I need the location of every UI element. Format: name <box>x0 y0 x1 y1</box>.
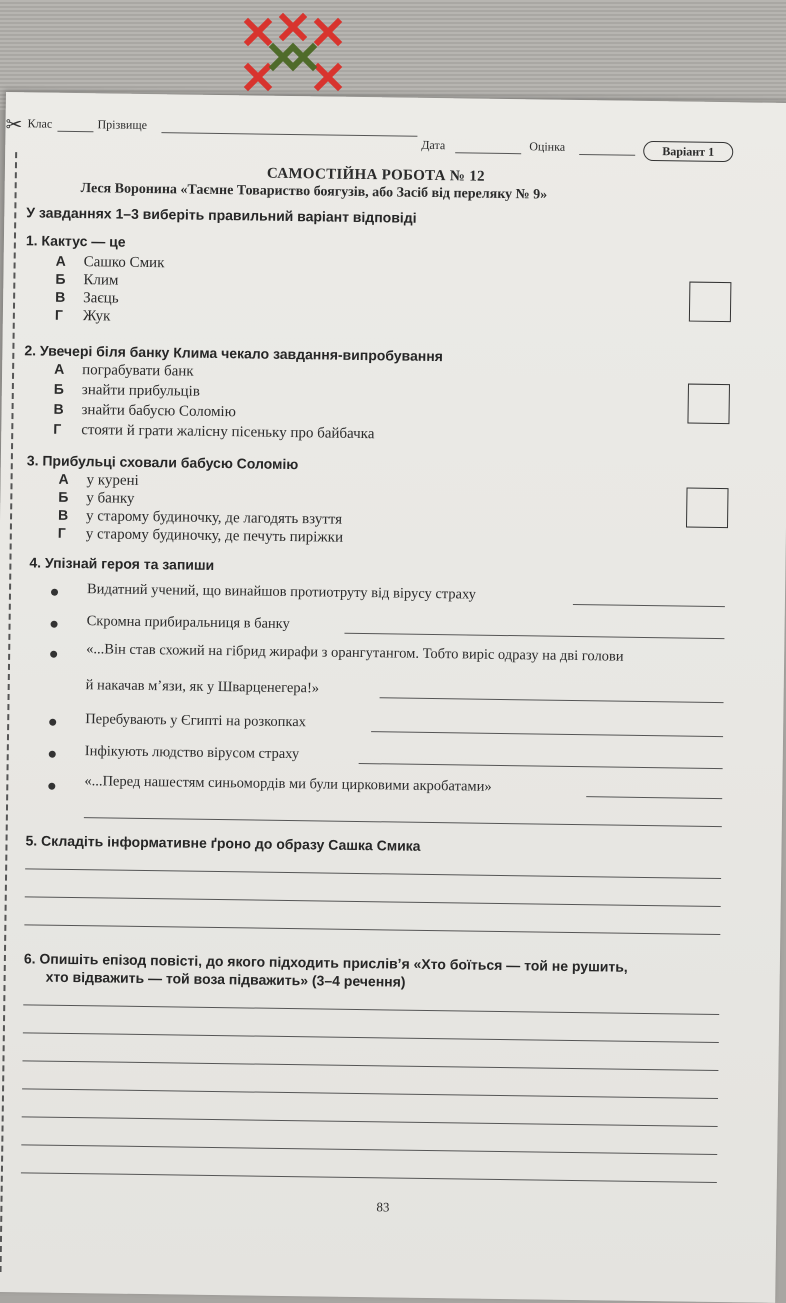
q3-answer-box[interactable] <box>686 488 729 529</box>
grade-field[interactable] <box>579 154 635 156</box>
task-4-item-3-cont: й накачав м’язи, як у Шварценегера!» <box>85 677 320 697</box>
answer-line-6[interactable] <box>586 796 722 799</box>
q2-answer-box[interactable] <box>687 384 730 425</box>
task-5-title: 5. Складіть інформативне ґроно до образу Сашка Смика <box>25 832 421 854</box>
worksheet-page <box>0 92 786 1303</box>
q2-option-g[interactable]: Г стояти й грати жалісну пісеньку про байбачка <box>53 420 375 443</box>
task-4-item-2: Скромна прибиральниця в банку <box>86 613 290 633</box>
q1-answer-box[interactable] <box>689 282 732 323</box>
surname-label: Прізвище <box>97 117 148 132</box>
answer-line-2[interactable] <box>344 633 724 639</box>
class-label: Клас <box>27 116 53 131</box>
answer-line-5[interactable] <box>359 763 723 769</box>
task-5-line-1[interactable] <box>25 868 721 879</box>
task-4-item-4: Перебувають у Єгипті на розкопках <box>85 711 307 731</box>
task-6-line-6[interactable] <box>21 1144 717 1155</box>
q3-option-v[interactable]: В у старому будиночку, де лагодять взуття <box>57 506 343 528</box>
bullet-icon <box>50 651 57 658</box>
bullet-icon <box>51 621 58 628</box>
task-6-line-7[interactable] <box>21 1172 717 1183</box>
surname-field[interactable] <box>161 132 417 137</box>
task-4-item-5: Інфікують людство вірусом страху <box>84 743 300 763</box>
task-5-line-3[interactable] <box>24 924 720 935</box>
answer-line-4[interactable] <box>371 731 723 737</box>
task-4-item-6: «...Перед нашестям синьомордів ми були цирковими акробатами» <box>84 773 492 795</box>
work-title: САМОСТІЙНА РОБОТА № 12 <box>266 165 485 185</box>
page-number: 83 <box>376 1199 390 1215</box>
class-field[interactable] <box>57 131 93 133</box>
date-label: Дата <box>421 137 446 153</box>
q3-option-g[interactable]: Г у старому будиночку, де печуть пиріжки <box>57 524 344 546</box>
cut-line <box>0 152 17 1272</box>
q3-option-b[interactable]: Б у банку <box>58 488 135 507</box>
task-4-item-1: Видатний учений, що винайшов протиотруту від вірусу страху <box>86 581 477 603</box>
question-2: 2. Увечері біля банку Клима чекало завдання-випробування <box>24 342 444 365</box>
question-3: 3. Прибульці сховали бабусю Соломію <box>26 452 299 473</box>
task-6-line-3[interactable] <box>22 1060 718 1071</box>
task-6-line-2[interactable] <box>23 1032 719 1043</box>
task-6-title: 6. Опишіть епізод повісті, до якого підходить прислів’я «Хто боїться — той не рушить, <box>23 950 628 975</box>
q1-option-v[interactable]: В Заєць <box>55 288 119 307</box>
q2-option-b[interactable]: Б знайти прибульців <box>53 380 200 400</box>
bullet-icon <box>49 719 56 726</box>
instruction: У завданнях 1–3 виберіть правильний варіант відповіді <box>26 204 417 226</box>
task-6-line-1[interactable] <box>23 1004 719 1015</box>
grade-label: Оцінка <box>529 139 566 154</box>
task-6-line-5[interactable] <box>22 1116 718 1127</box>
bullet-icon <box>51 589 58 596</box>
variant-badge: Варіант 1 <box>643 141 733 162</box>
answer-line-6b[interactable] <box>84 817 722 827</box>
task-4-item-3: «...Він став схожий на гібрид жирафи з орангутангом. Тобто виріс одразу на дві голови <box>86 641 624 665</box>
scissors-icon: ✂ <box>5 113 23 137</box>
q3-option-a[interactable]: А у курені <box>58 470 139 489</box>
date-field[interactable] <box>455 152 521 154</box>
q1-option-g[interactable]: Г Жук <box>54 306 111 325</box>
bullet-icon <box>49 751 56 758</box>
task-6-title-cont: хто відважить — той воза підважить» (3–4 речення) <box>45 968 406 990</box>
answer-line-3[interactable] <box>380 697 724 703</box>
task-4-title: 4. Упізнай героя та запиши <box>29 554 215 573</box>
q1-option-b[interactable]: Б Клим <box>55 270 119 289</box>
task-5-line-2[interactable] <box>25 896 721 907</box>
q2-option-a[interactable]: А пограбувати банк <box>54 360 194 380</box>
task-6-line-4[interactable] <box>22 1088 718 1099</box>
embroidery-pattern <box>238 12 348 102</box>
bullet-icon <box>48 783 55 790</box>
q2-option-v[interactable]: В знайти бабусю Соломію <box>53 400 236 421</box>
question-1: 1. Кактус — це <box>25 232 126 250</box>
answer-line-1[interactable] <box>573 604 725 607</box>
q1-option-a[interactable]: А Сашко Смик <box>55 252 165 272</box>
work-subtitle: Леся Воронина «Таємне Товариство боягузів, або Засіб від переляку № 9» <box>80 181 548 203</box>
